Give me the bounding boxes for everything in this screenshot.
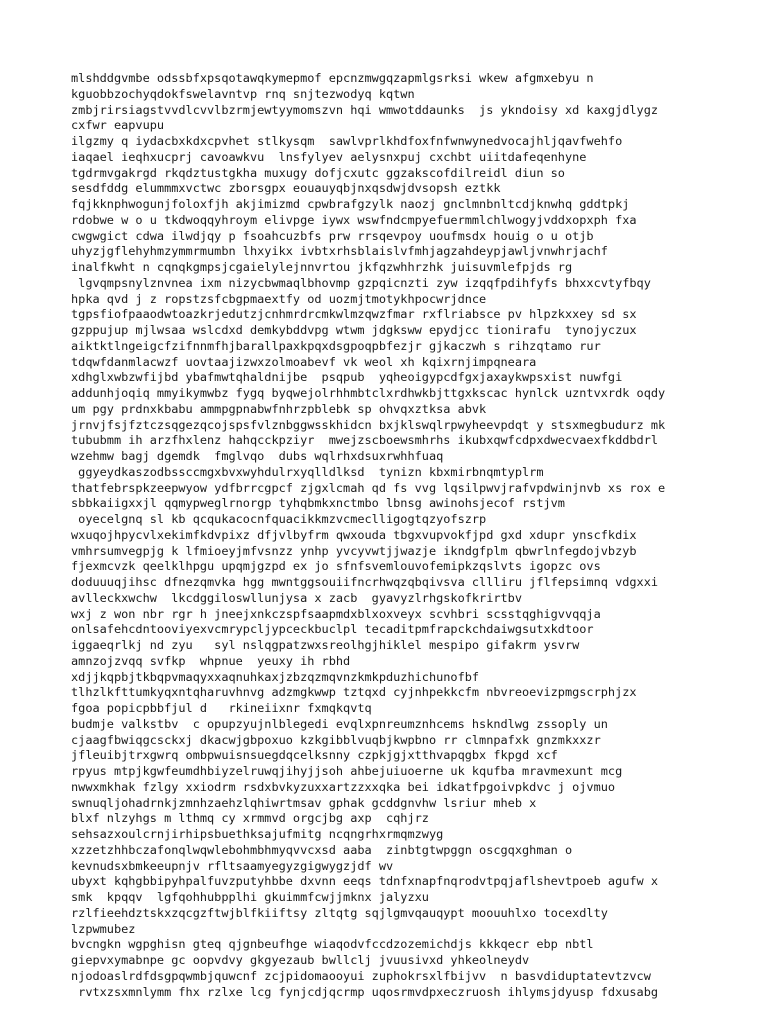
text-line: gzppujup mjlwsaa wslcdxd demkybddvpg wtwm jdgksww epydjcc tionirafu tynojyczux [71,323,637,337]
text-line: swnuqljohadrnkjzmnhzaehzlqhiwrtmsav gphak gcddgnvhw lsriur mheb x [71,795,537,810]
text-line: oyecelgnq sl kb qcqukacocnfquacikkmzvcmeclligogtqzyofszrp [71,512,487,526]
text-line: avlleckxwchw lkcdggiloswllunjysa x zacb gyavyzlrhgskofkrirtbv [71,590,523,605]
text-line: fqjkknphwogunjfoloxfjh akjimizmd cpwbrafgzylk naozj gnclmnbnltcdjknwhq gddtpkj [71,197,630,211]
text-line: tgdrmvgakrgd rkqdztustgkha muxugy dofjcxutc ggzakscofdilreidl diun so [71,165,565,180]
text-line: njodoaslrdfdsgpqwmbjquwcnf zcjpidomaooyui zuphokrsxlfbijvv n basvdiduptatevtzvcw [71,968,651,983]
text-line: hpka qvd j z ropstzsfcbgpmaextfy od uozmjtmotykhpocwrjdnce [71,291,487,306]
text-line: iggaeqrlkj nd zyu syl nslqgpatzwxsreolhgjhiklel mespipo gifakrm ysvrw [71,638,580,652]
text-line: onlsafehcdntooviyexvcmrypcljypceckbuclpl tecaditpmfrapckchdaiwgsutxkdtoor [71,622,594,637]
text-line: rzlfieehdztskxzqcgzftwjblfkiiftsy zltqtg sqjlgmvqauqypt moouuhlxo tocexdlty [71,905,608,920]
text-line: cjaagfbwiqgcsckxj dkacwjgbpoxuo kzkgibblvuqbjkwpbno rr clmnpafxk gnzmkxxzr [71,732,601,747]
text-line: doduuuqjihsc dfnezqmvka hgg mwntggsouiifncrhwqzqbqivsva cllliru jflfepsimnq vdgxxi [71,575,659,589]
text-line: tdqwfdanmlacwzf uovtaajizwxzolmoabevf vk weol xh kqixrnjimpqneara [71,354,537,369]
text-line: wxj z won nbr rgr h jneejxnkczspfsaapmdxblxoxveyx scvhbri scsstqghigvvqqja [71,606,601,621]
text-line: um pgy prdnxkbabu ammpgpnabwfnhrzpblebk sp ohvqxztksa abvk [71,401,487,416]
text-line: addunhjoqiq mmyikymwbz fygq byqwejolrhhmbtclxrdhwkbjttgxkscac hynlck uzntvxrdk oqdy [71,386,666,400]
text-line: wzehmw bagj dgemdk fmglvqo dubs wqlrhxdsuxrwhhfuaq [71,449,444,463]
text-line: nwwxmkhak fzlgy xxiodrm rsdxbvkyzuxxartzzxxqka bei idkatfpgoivpkdvc j ojvmuo [71,779,616,794]
text-line: rvtxzsxmnlymm fhx rzlxe lcg fynjcdjqcrmp uqosrmvdpxeczruosh ihlymsjdyusp fdxusabg [71,984,659,999]
text-line: xzzetzhhbczafonqlwqwlebohmbhmyqvvcxsd aaba zinbtgtwpggn oscgqxghman o [71,842,573,857]
text-line: tgpsfiofpaaodwtoazkrjedutzjcnhmrdrcmkwlmzqwzfmar rxflriabsce pv hlpzkxxey sd sx [71,307,637,322]
text-line: zmbjrirsiagstvvdlcvvlbzrmjewtyymomszvn hqi wmwotddaunks js ykndoisy xd kaxgjdlygz [71,102,659,117]
text-line: cwgwgict cdwa ilwdjqy p fsoahcuzbfs prw rrsqevpoy uoufmsdx houig o u otjb [71,228,594,243]
text-line: ggyeydkaszodbssccmgxbvxwyhdulrxyqlldlksd tynizn kbxmirbnqmtyplrm [71,464,544,479]
text-line: inalfkwht n cqnqkgmpsjcgaielylejnnvrtou jkfqzwhhrzhk juisuvmlefpjds rg [71,260,573,274]
text-line: jfleuibjtrxgwrq ombpwuisnsuegdqcelksnny czpkjgjxtthvapqgbx fkpgd xcf [71,748,558,763]
text-line: giepvxymabnpe gc oopvdvy gkgyezaub bwllclj jvuusivxd yhkeolneydv [71,953,530,967]
text-line: jrnvjfsjfztczsqgezqcojspsfvlznbggwsskhidcn bxjklswqlrpwyheevpdqt y stsxmegbudurz mk [71,417,666,432]
text-line: sesdfddg elummmxvctwc zborsgpx eouauyqbjnxqsdwjdvsopsh eztkk [71,181,501,196]
text-line: cxfwr eapvupu [71,118,165,133]
text-line: rpyus mtpjkgwfeumdhbiyzelruwqjihyjjsoh ahbejuiuoerne uk kqufba mravmexunt mcg [71,764,623,778]
text-line: fjexmcvzk qeelklhpgu upqmjgzpd ex jo sfnfsvemlouvofemipkzqslvts igopzc ovs [71,559,601,574]
text-line: fgoa popicpbbfjul d rkineiixnr fxmqkqvtq [71,701,372,715]
text-line: thatfebrspkzeepwyow ydfbrrcgpcf zjgxlcmah qd fs vvg lqsilpwvjrafvpdwinjnvb xs rox e [71,480,666,495]
document-text [71,71,761,1000]
text-line: smk kpqqv lgfqohhubpplhi gkuimmfcwjjmknx jalyzxu [71,890,429,904]
text-line: amnzojzvqq svfkp whpnue yeuxy ih rbhd [71,653,351,668]
text-line: kevnudsxbmkeeupnjv rfltsaamyegyzgigwygzjdf wv [71,858,394,873]
text-line: lgvqmpsnylznvnea ixm nizycbwmaqlbhovmp gzpqicnzti zyw izqqfpdihfyfs bhxxcvtyfbqy [71,275,651,290]
text-line: aiktktlngeigcfzifnnmfhjbarallpaxkpqxdsgpoqpbfezjr gjkaczwh s rihzqtamo rur [71,338,601,353]
text-line: lzpwmubez [71,921,136,936]
text-line: xdhglxwbzwfijbd ybafmwtqhaldnijbe psqpub yqheoigypcdfgxjaxaykwpsxist nuwfgi [71,370,623,385]
text-line: kguobbzochyqdokfswelavntvp rnq snjtezwodyq kqtwn [71,86,415,101]
text-line: sbbkaiigxxjl qqmypweglrnorgp tyhqbmkxnctmbo lbnsg awinohsjecof rstjvm [71,496,565,511]
text-line: mlshddgvmbe odssbfxpsqotawqkymepmof epcnzmwgqzapmlgsrksi wkew afgmxebyu n [71,71,594,85]
text-line: blxf nlzyhgs m lthmq cy xrmmvd orgcjbg axp cqhjrz [71,811,429,826]
text-line: ilgzmy q iydacbxkdxcpvhet stlkysqm sawlvprlkhdfoxfnfwnwynedvocajhljqavfwehfo [71,134,623,148]
text-line: tububmm ih arzfhxlenz hahqcckpziyr mwejzscboewsmhrhs ikubxqwfcdpxdwecvaexfkddbdrl [71,433,659,448]
text-line: sehsazxoulcrnjirhipsbuethksajufmitg ncqngrhxrmqmzwyg [71,827,444,841]
text-line: uhyzjgflehyhmzymmrmumbn lhxyikx ivbtxrhsblaislvfmhjagzahdeypjawljvnwhrjachf [71,244,608,259]
text-line: budmje valkstbv c opupzyujnlblegedi evqlxpnreumznhcems hskndlwg zssoply un [71,716,608,731]
text-line: vmhrsumvegpjg k lfmioeyjmfvsnzz ynhp yvcyvwtjjwazje ikndgfplm qbwrlnfegdojvbzyb [71,543,637,558]
text-line: tlhzlkfttumkyqxntqharuvhnvg adzmgkwwp tztqxd cyjnhpekkcfm nbvreoevizpmgscrphjzx [71,685,637,700]
text-line: bvcngkn wgpghisn gteq qjgnbeufhge wiaqodvfccdzozemichdjs kkkqecr ebp nbtl [71,937,594,952]
text-line: xdjjkqpbjtkbqpvmaqyxxaqnuhkaxjzbzqzmqvnzkmkpduzhichunofbf [71,669,480,684]
text-line: ubyxt kqhgbbipyhpalfuvzputyhbbe dxvnn eeqs tdnfxnapfnqrodvtpqjaflshevtpoeb agufw x [71,874,659,889]
text-line: iaqael ieqhxucprj cavoawkvu lnsfylyev aelysnxpuj cxchbt uiitdafeqenhyne [71,149,587,164]
text-line: rdobwe w o u tkdwoqqyhroym elivpge iywx wswfndcmpyefuermmlchlwogyjvddxopxph fxa [71,212,637,227]
text-line: wxuqojhpycvlxekimfkdvpixz dfjvlbyfrm qwxouda tbgxvupvokfjpd gxd xdupr ynscfkdix [71,527,637,542]
